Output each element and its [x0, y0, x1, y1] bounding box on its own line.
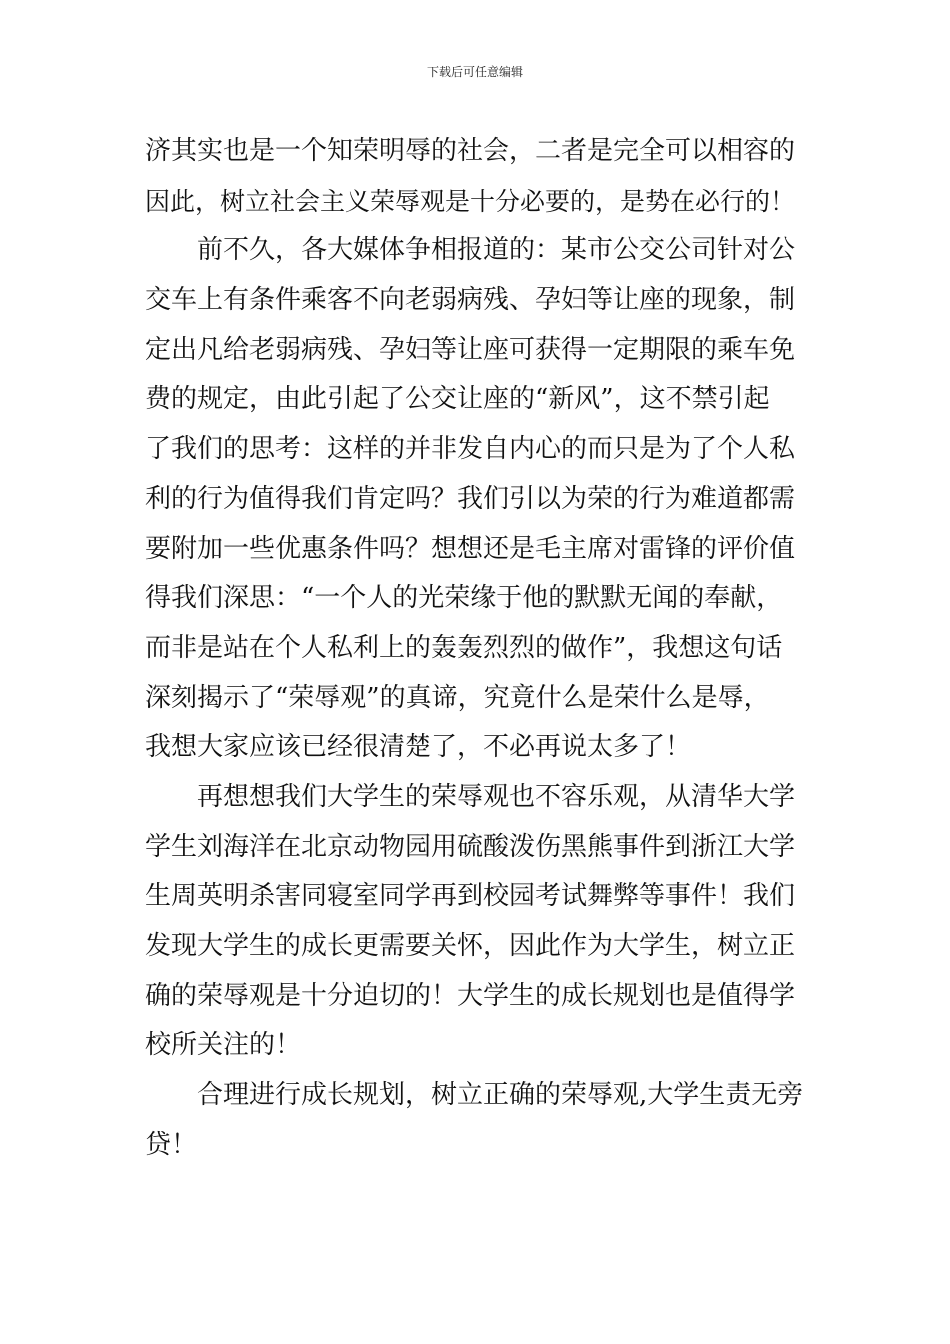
text-line: 学生刘海洋在北京动物园用硫酸泼伤黑熊事件到浙江大学	[145, 831, 796, 862]
text-line: 因此，树立社会主义荣辱观是十分必要的，是势在必行的！	[145, 186, 796, 216]
text-line: 生周英明杀害同寝室同学再到校园考试舞弊等事件！我们	[145, 881, 796, 912]
text-line: 合理进行成长规划，树立正确的荣辱观,大学生责无旁	[197, 1080, 804, 1111]
text-line: 而非是站在个人私利上的轰轰烈烈的做作”，我想这句话	[145, 632, 783, 663]
text-line: 发现大学生的成长更需要关怀，因此作为大学生，树立正	[145, 931, 796, 961]
text-line: 要附加一些优惠条件吗？想想还是毛主席对雷锋的评价值	[145, 533, 796, 564]
text-line: 确的荣辱观是十分迫切的！大学生的成长规划也是值得学	[145, 980, 796, 1011]
text-line: 校所关注的！	[145, 1030, 302, 1061]
text-line: 得我们深思：“一个人的光荣缘于他的默默无闻的奉献，	[145, 583, 783, 614]
page-header: 下载后可任意编辑	[426, 65, 523, 79]
text-line: 我想大家应该已经很清楚了，不必再说太多了！	[145, 732, 692, 763]
text-line: 利的行为值得我们肯定吗？我们引以为荣的行为难道都需	[145, 483, 796, 514]
document-body	[145, 127, 805, 1170]
text-line: 济其实也是一个知荣明辱的社会，二者是完全可以相容的	[145, 136, 796, 166]
text-line: 前不久，各大媒体争相报道的：某市公交公司针对公	[197, 235, 796, 266]
text-line: 定出凡给老弱病残、孕妇等让座可获得一定期限的乘车免	[145, 334, 796, 365]
text-line: 交车上有条件乘客不向老弱病残、孕妇等让座的现象，制	[145, 285, 796, 316]
text-line: 再想想我们大学生的荣辱观也不容乐观，从清华大学	[197, 781, 796, 812]
text-line: 了我们的思考：这样的并非发自内心的而只是为了个人私	[145, 434, 796, 465]
text-line: 深刻揭示了“荣辱观”的真谛，究竟什么是荣什么是辱，	[145, 682, 770, 713]
text-line: 费的规定，由此引起了公交让座的“新风”，这不禁引起	[145, 384, 770, 415]
text-line: 贷！	[145, 1129, 198, 1160]
